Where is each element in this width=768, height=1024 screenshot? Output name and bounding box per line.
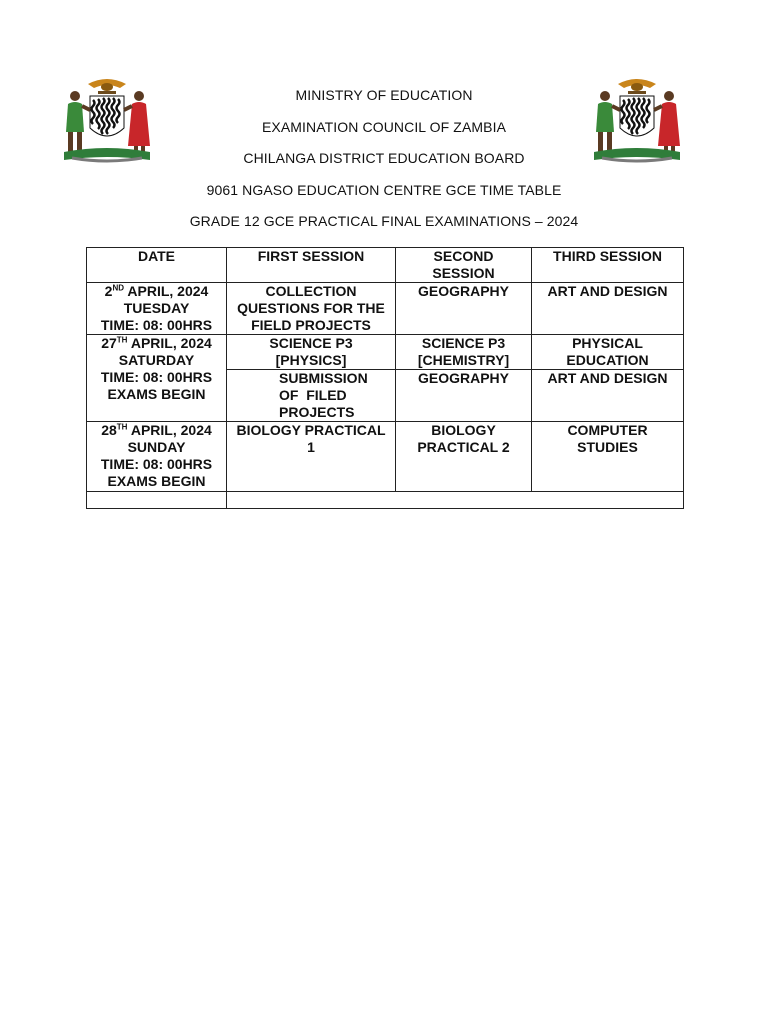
table-header-row: [87, 248, 684, 283]
date-cell: 2ND APRIL, 2024 TUESDAY TIME: 08: 00HRS: [87, 283, 227, 335]
second-session-cell: GEOGRAPHY: [396, 283, 532, 335]
empty-cell: [87, 492, 227, 509]
empty-row: [87, 492, 684, 509]
exam-title: GRADE 12 GCE PRACTICAL FINAL EXAMINATIONS – 2024: [189, 213, 579, 229]
board-title: CHILANGA DISTRICT EDUCATION BOARD: [243, 150, 525, 166]
first-session-cell: SUBMISSION OF FILED PROJECTS: [227, 370, 396, 422]
date-cell: 27TH APRIL, 2024 SATURDAY TIME: 08: 00HRS EXAMS BEGIN: [87, 335, 227, 422]
header-third-session: THIRD SESSION: [532, 248, 684, 283]
third-session-cell: ART AND DESIGN: [532, 370, 684, 422]
centre-title: 9061 NGASO EDUCATION CENTRE GCE TIME TABLE: [206, 181, 562, 198]
header-second-session: SECOND SESSION: [396, 248, 532, 283]
third-session-cell: ART AND DESIGN: [532, 283, 684, 335]
header-first-session: FIRST SESSION: [227, 248, 396, 283]
council-title: EXAMINATION COUNCIL OF ZAMBIA: [261, 118, 507, 135]
date-cell: 28TH APRIL, 2024 SUNDAY TIME: 08: 00HRS EXAMS BEGIN: [87, 422, 227, 492]
second-session-cell: GEOGRAPHY: [396, 370, 532, 422]
second-session-cell: SCIENCE P3 [CHEMISTRY]: [396, 335, 532, 370]
table-row: [87, 335, 684, 370]
header-date: DATE: [87, 248, 227, 283]
document-header: [0, 86, 768, 244]
table-row: [87, 422, 684, 492]
first-session-cell: COLLECTION QUESTIONS FOR THE FIELD PROJECTS: [227, 283, 396, 335]
third-session-cell: PHYSICAL EDUCATION: [532, 335, 684, 370]
timetable: [86, 247, 684, 509]
ministry-title: MINISTRY OF EDUCATION: [295, 87, 473, 103]
first-session-cell: BIOLOGY PRACTICAL 1: [227, 422, 396, 492]
third-session-cell: COMPUTER STUDIES: [532, 422, 684, 492]
second-session-cell: BIOLOGY PRACTICAL 2: [396, 422, 532, 492]
empty-cell: [227, 492, 684, 509]
table-row: [87, 283, 684, 335]
first-session-cell: SCIENCE P3 [PHYSICS]: [227, 335, 396, 370]
